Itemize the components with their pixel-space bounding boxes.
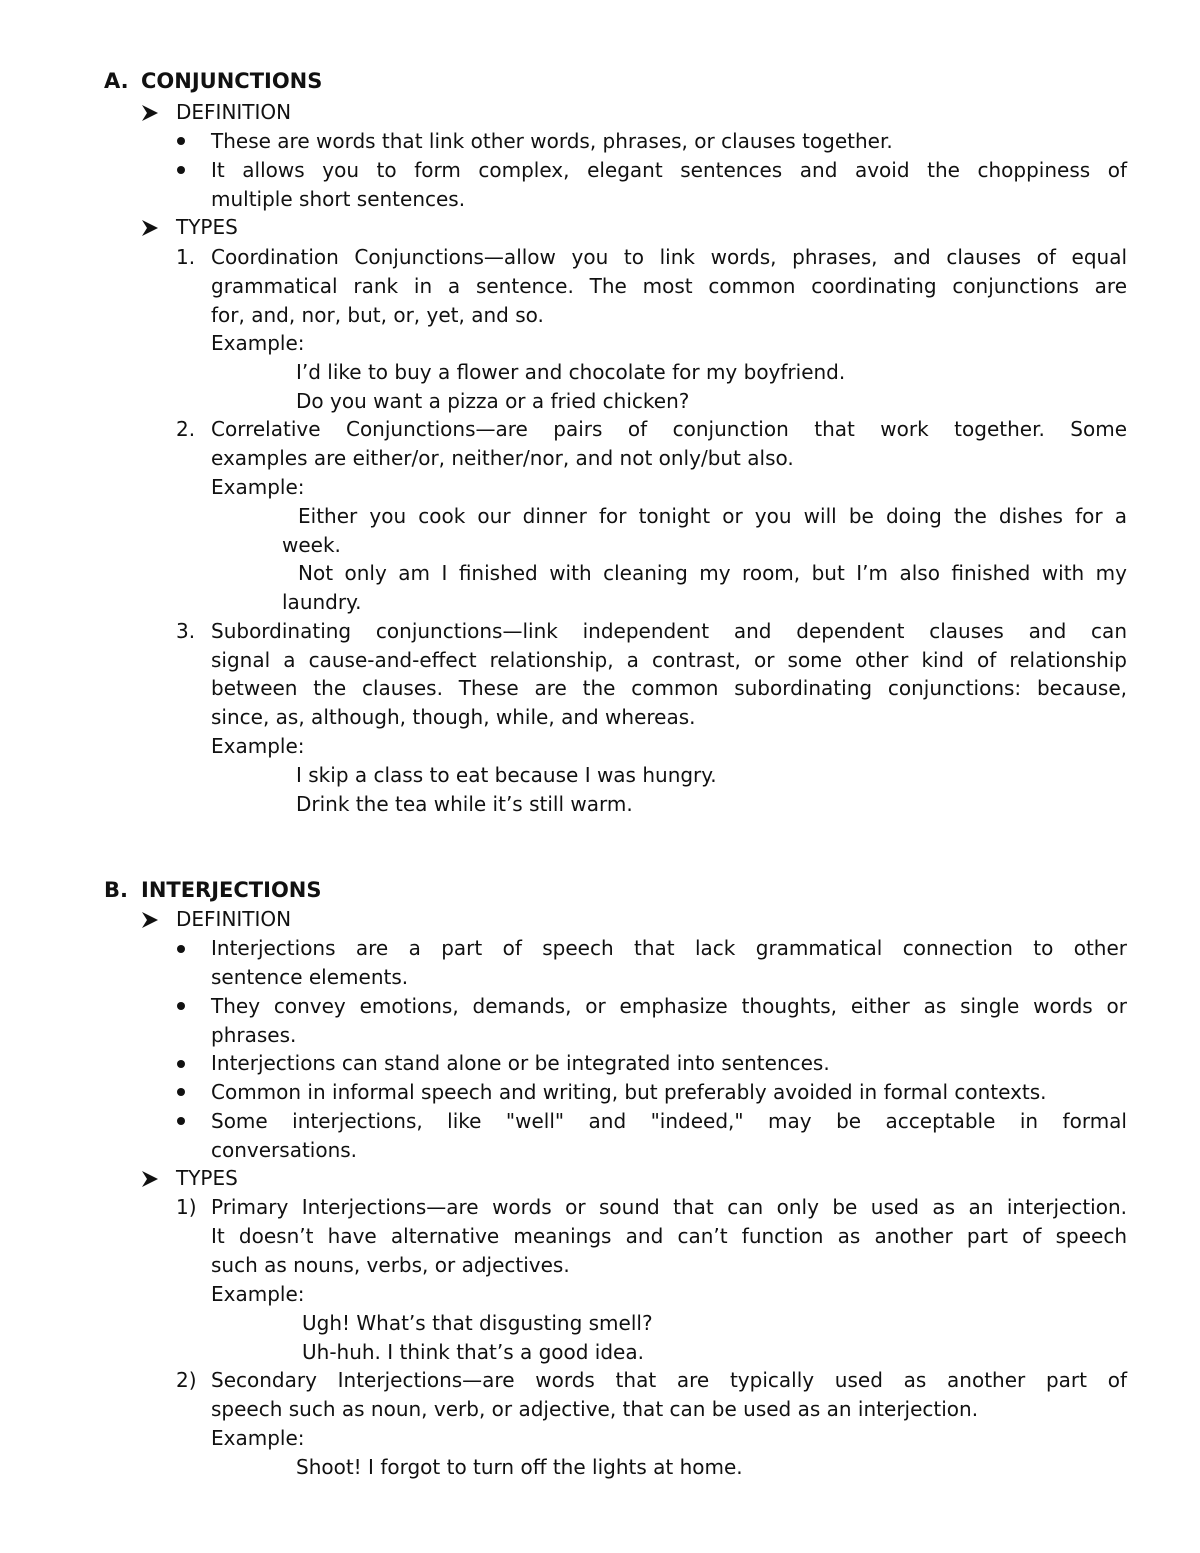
example-sentence: Either you cook our dinner for tonight or you will be doing the dishes for a [298,504,1127,528]
definition-item-continued: sentence elements. [211,965,409,989]
definition-item: Interjections can stand alone or be integrated into sentences. [211,1051,830,1075]
example-sentence-continued: laundry. [282,590,362,614]
type-description: since, as, although, though, while, and whereas. [211,705,696,729]
type-description: Secondary Interjections—are words that are typically used as another part of [211,1368,1127,1392]
definition-label: DEFINITION [176,100,292,124]
round-bullet-icon [177,945,185,953]
round-bullet-icon [177,1002,185,1010]
example-sentence: Do you want a pizza or a fried chicken? [296,389,690,413]
type-number: 3. [176,619,196,643]
type-description: Primary Interjections—are words or sound that can only be used as an interjection. [211,1195,1127,1219]
definition-label: DEFINITION [176,907,292,931]
definition-item-continued: multiple short sentences. [211,187,466,211]
section-b-title: INTERJECTIONS [141,878,322,902]
type-description: signal a cause-and-effect relationship, a contrast, or some other kind of relationship [211,648,1127,672]
example-label: Example: [211,331,305,355]
definition-item-continued: phrases. [211,1023,297,1047]
example-sentence: I’d like to buy a flower and chocolate for my boyfriend. [296,360,846,384]
example-sentence: Not only am I finished with cleaning my room, but I’m also finished with my [298,561,1127,585]
arrow-bullet-icon [141,104,159,122]
definition-item: Interjections are a part of speech that lack grammatical connection to other [211,936,1127,960]
type-description: speech such as noun, verb, or adjective, that can be used as an interjection. [211,1397,979,1421]
definition-item: It allows you to form complex, elegant sentences and avoid the choppiness of [211,158,1127,182]
example-sentence: Drink the tea while it’s still warm. [296,792,633,816]
type-description: for, and, nor, but, or, yet, and so. [211,303,544,327]
definition-item-continued: conversations. [211,1138,358,1162]
type-description: Subordinating conjunctions—link independent and dependent clauses and can [211,619,1127,643]
example-sentence: Ugh! What’s that disgusting smell? [302,1311,653,1335]
type-description: It doesn’t have alternative meanings and can’t function as another part of speech [211,1224,1127,1248]
type-description: between the clauses. These are the common subordinating conjunctions: because, [211,676,1127,700]
type-description: grammatical rank in a sentence. The most common coordinating conjunctions are [211,274,1127,298]
section-a-letter: A. [104,69,129,93]
section-a-title: CONJUNCTIONS [141,69,323,93]
round-bullet-icon [177,166,185,174]
type-description: examples are either/or, neither/nor, and not only/but also. [211,446,794,470]
example-sentence: I skip a class to eat because I was hungry. [296,763,717,787]
example-label: Example: [211,1426,305,1450]
type-number: 1) [176,1195,197,1219]
type-number: 1. [176,245,196,269]
example-sentence-continued: week. [282,533,341,557]
example-label: Example: [211,734,305,758]
round-bullet-icon [177,1117,185,1125]
round-bullet-icon [177,1060,185,1068]
type-number: 2. [176,417,196,441]
arrow-bullet-icon [141,1170,159,1188]
section-b-letter: B. [104,878,128,902]
round-bullet-icon [177,1088,185,1096]
types-label: TYPES [176,215,238,239]
definition-item: These are words that link other words, phrases, or clauses together. [211,129,893,153]
types-label: TYPES [176,1166,238,1190]
round-bullet-icon [177,137,185,145]
type-description: such as nouns, verbs, or adjectives. [211,1253,570,1277]
definition-item: Common in informal speech and writing, but preferably avoided in formal contexts. [211,1080,1047,1104]
definition-item: Some interjections, like "well" and "indeed," may be acceptable in formal [211,1109,1127,1133]
example-label: Example: [211,475,305,499]
arrow-bullet-icon [141,219,159,237]
type-description: Correlative Conjunctions—are pairs of conjunction that work together. Some [211,417,1127,441]
type-number: 2) [176,1368,197,1392]
example-sentence: Shoot! I forgot to turn off the lights at home. [296,1455,743,1479]
arrow-bullet-icon [141,911,159,929]
definition-item: They convey emotions, demands, or emphasize thoughts, either as single words or [211,994,1127,1018]
example-label: Example: [211,1282,305,1306]
type-description: Coordination Conjunctions—allow you to link words, phrases, and clauses of equal [211,245,1127,269]
example-sentence: Uh-huh. I think that’s a good idea. [302,1340,644,1364]
